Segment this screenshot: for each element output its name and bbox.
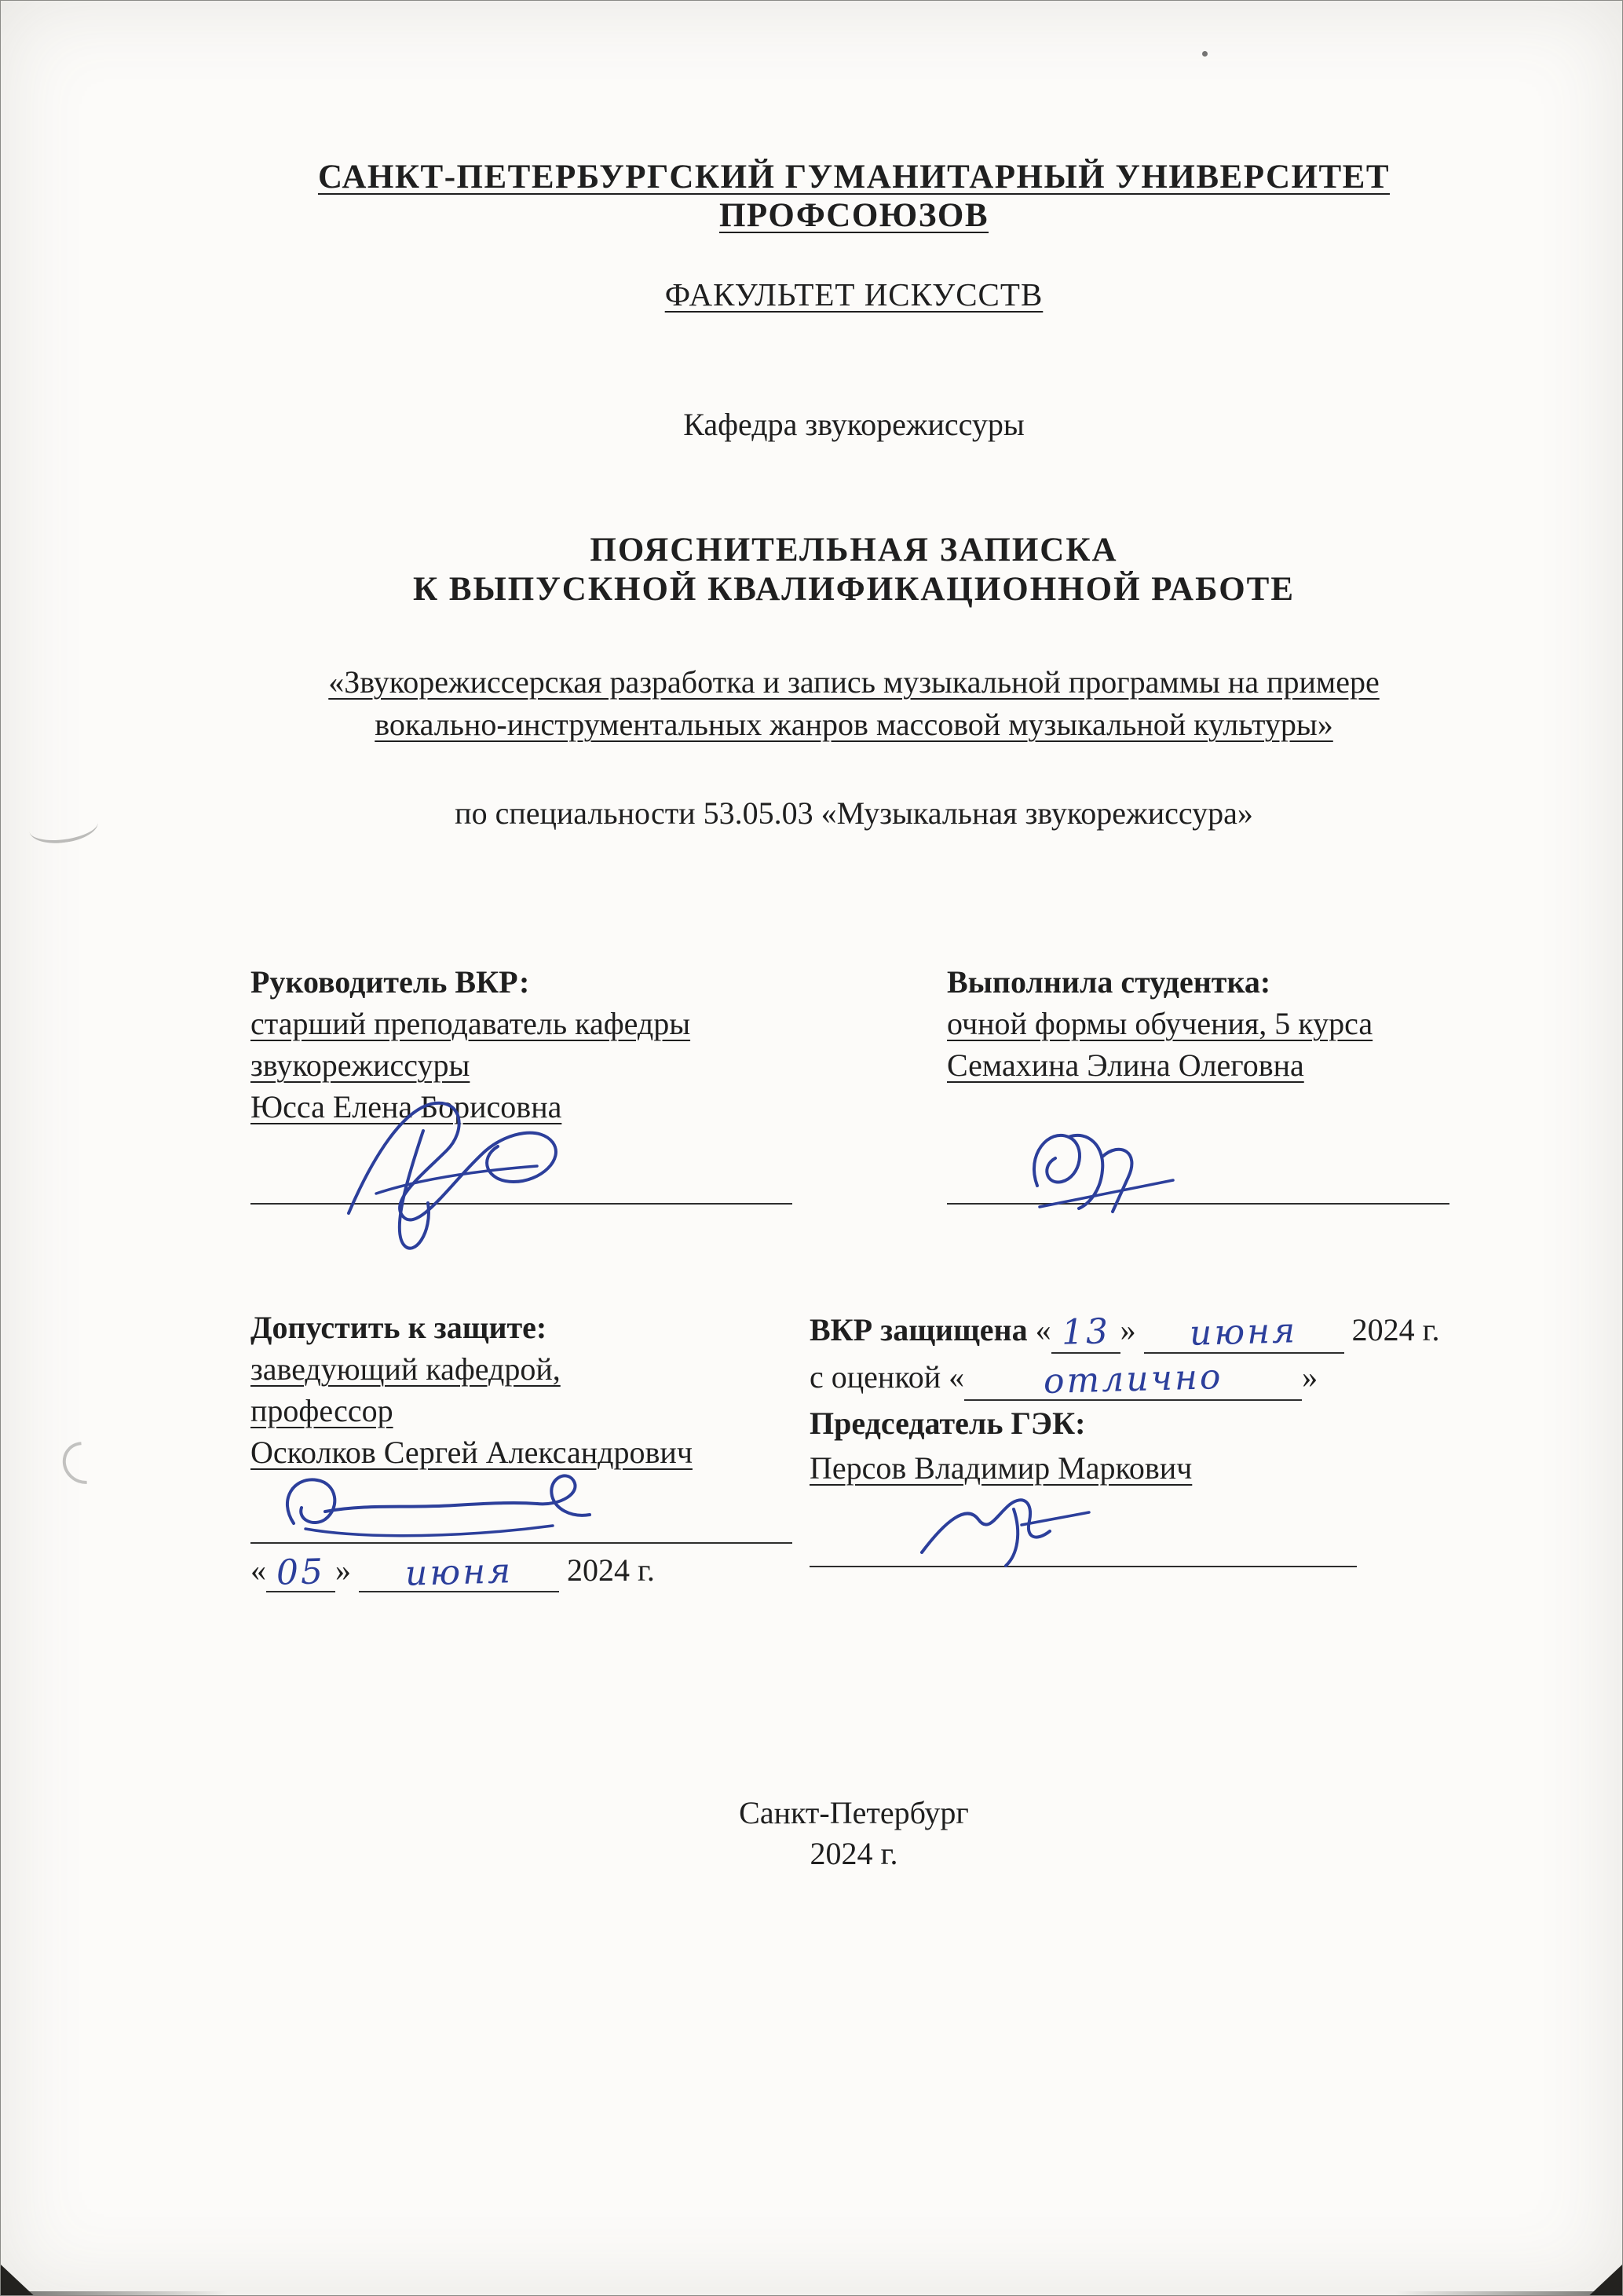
admission-day-blank <box>266 1548 335 1592</box>
scan-artifact-corner-bottom-left <box>1 2254 42 2295</box>
chairman-signature-line <box>810 1566 1357 1567</box>
admission-name: Осколков Сергей Александрович <box>250 1435 693 1470</box>
supervisor-name: Юсса Елена Борисовна <box>250 1089 562 1124</box>
student-label: Выполнила студентка: <box>947 964 1271 1000</box>
open-quote: « <box>250 1552 266 1588</box>
supervisor-signature-line <box>250 1203 792 1205</box>
grade-suffix: » <box>1302 1359 1318 1395</box>
close-quote: » <box>335 1552 351 1588</box>
admission-position-line1: заведующий кафедрой, <box>250 1351 561 1387</box>
handwritten-admission-day: 05 <box>276 1552 326 1593</box>
signatories-row-1 <box>250 961 1457 1205</box>
admission-date-line <box>250 1548 796 1592</box>
document-title <box>250 531 1457 609</box>
document-title-line1: ПОЯСНИТЕЛЬНАЯ ЗАПИСКА <box>590 532 1118 569</box>
grade-line <box>810 1354 1457 1401</box>
defense-day-blank <box>1051 1307 1120 1354</box>
open-quote: « <box>1035 1312 1051 1347</box>
handwritten-defense-day: 13 <box>1060 1311 1111 1353</box>
faculty-name: ФАКУЛЬТЕТ ИСКУССТВ <box>664 276 1044 313</box>
student-signature-ink <box>994 1111 1190 1217</box>
defense-year: 2024 г. <box>1351 1312 1440 1347</box>
admission-label: Допустить к защите: <box>250 1310 547 1345</box>
supervisor-label: Руководитель ВКР: <box>250 964 530 1000</box>
handwritten-admission-month: июня <box>404 1551 514 1594</box>
admission-year: 2024 г. <box>567 1552 655 1588</box>
student-signature-line <box>947 1203 1449 1205</box>
department-name: Кафедра звукорежиссуры <box>683 407 1025 442</box>
admission-signature-line <box>250 1542 792 1544</box>
handwritten-grade: отлично <box>1043 1357 1223 1402</box>
admission-signature-ink <box>258 1464 635 1555</box>
supervisor-position-line1: старший преподаватель кафедры <box>250 1006 691 1041</box>
admission-block <box>250 1307 796 1592</box>
scan-artifact-bottom-edge <box>1 2291 1622 2295</box>
footer-year: 2024 г. <box>810 1836 898 1871</box>
chairman-signature-ink <box>902 1478 1161 1572</box>
signatories-row-2 <box>250 1307 1457 1592</box>
university-name: САНКТ-ПЕТЕРБУРГСКИЙ ГУМАНИТАРНЫЙ УНИВЕРСИТЕТ ПРОФСОЮЗОВ <box>317 159 1391 234</box>
grade-prefix: с оценкой « <box>810 1359 965 1395</box>
thesis-title-line1: «Звукорежиссерская разработка и запись музыкальной программы на примере <box>328 664 1380 700</box>
admission-month-blank <box>359 1548 559 1592</box>
handwritten-defense-month: июня <box>1189 1311 1299 1354</box>
supervisor-position-line2: звукорежиссуры <box>250 1047 470 1083</box>
defense-date-line <box>810 1307 1457 1354</box>
student-name: Семахина Элина Олеговна <box>947 1047 1304 1083</box>
scan-artifact-corner-bottom-right <box>1581 2254 1622 2295</box>
footer-city: Санкт-Петербург <box>739 1795 969 1830</box>
defense-block <box>810 1307 1457 1592</box>
admission-position-line2: профессор <box>250 1393 393 1428</box>
supervisor-block <box>250 961 800 1205</box>
thesis-title-line2: вокально-инструментальных жанров массовой музыкальной культуры» <box>375 707 1333 742</box>
student-block <box>947 961 1457 1205</box>
document-title-line2: К ВЫПУСКНОЙ КВАЛИФИКАЦИОННОЙ РАБОТЕ <box>412 571 1296 608</box>
defense-month-blank <box>1144 1307 1344 1354</box>
student-info: очной формы обучения, 5 курса <box>947 1006 1373 1041</box>
scan-artifact-dot <box>1202 51 1208 57</box>
specialty-line: по специальности 53.05.03 «Музыкальная звукорежиссура» <box>455 795 1253 831</box>
footer <box>250 1793 1457 1874</box>
chairman-label: Председатель ГЭК: <box>810 1406 1086 1441</box>
grade-blank <box>964 1354 1302 1401</box>
defense-label: ВКР защищена <box>810 1312 1028 1347</box>
thesis-title <box>250 661 1457 746</box>
page-content <box>1 1 1622 1874</box>
chairman-name: Персов Владимир Маркович <box>810 1450 1193 1486</box>
close-quote: » <box>1120 1312 1136 1347</box>
